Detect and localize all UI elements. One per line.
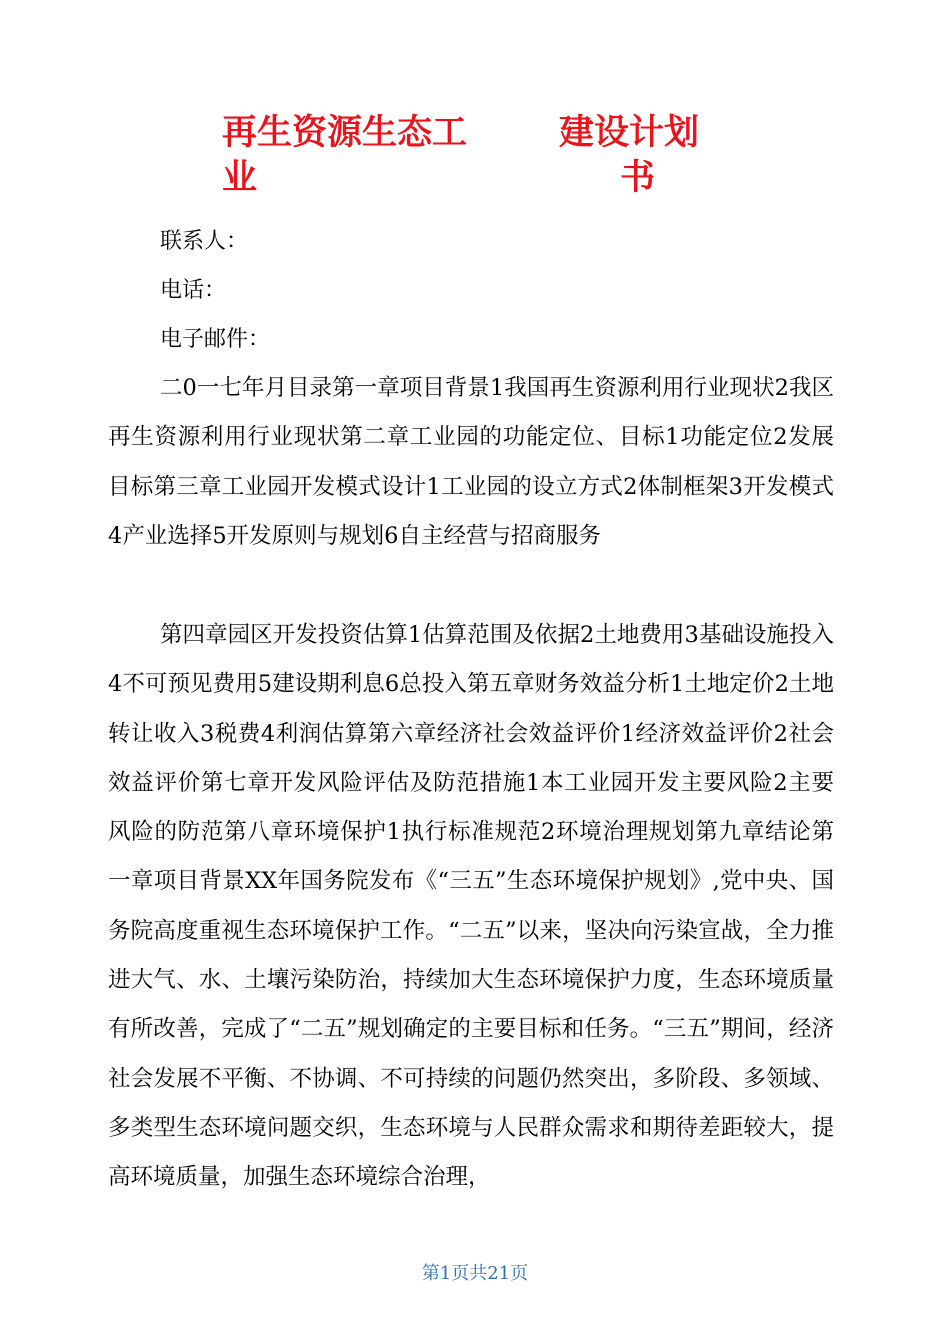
contact-person-label: 联系人：: [160, 229, 249, 254]
page-number-footer: 第1页共21页: [421, 1263, 529, 1284]
body-paragraph-background: 第四章园区开发投资估算1估算范围及依据2土地费用3基础设施投入4不可预见费用5建设期利息6总投入第五章财务效益分析1土地定价2土地转让收入3税费4利润估算第六章经济社会效益评价1经济效益评价2社会效益评价第七章开发风险评估及防范措施1本工业园开发主要风险2主要风险的防范第八章环境保护1执行标准规范2环境治理规划第九章结论第一章项目背景XX年国务院发布《“三五”生态环境保护规划》,党中央、国务院高度重视生态环境保护工作。“二五”以来，坚决向污染宣战，全力推进大气、水、土壤污染防治，持续加大生态环境保护力度，生态环境质量有所改善，完成了“二五”规划确定的主要目标和任务。“三五”期间，经济社会发展不平衡、不协调、不可持续的问题仍然突出，多阶段、多领域、多类型生态环境问题交织，生态环境与人民群众需求和期待差距较大，提高环境质量，加强生态环境综合治理，: [108, 622, 834, 1191]
title-right-line1: 建设计划: [559, 113, 700, 153]
title-left-line2: 业: [222, 158, 258, 198]
phone-label: 电话：: [160, 278, 227, 303]
email-label: 电子邮件：: [160, 327, 271, 352]
title-left-line1: 再生资源生态工: [222, 113, 468, 153]
title-right-line2: 书: [620, 158, 656, 198]
body-paragraph-toc: 二0一七年月目录第一章项目背景1我国再生资源利用行业现状2我区再生资源利用行业现状第二章工业园的功能定位、目标1功能定位2发展目标第三章工业园开发模式设计1工业园的设立方式2体制框架3开发模式4产业选择5开发原则与规划6自主经营与招商服务: [108, 375, 834, 549]
